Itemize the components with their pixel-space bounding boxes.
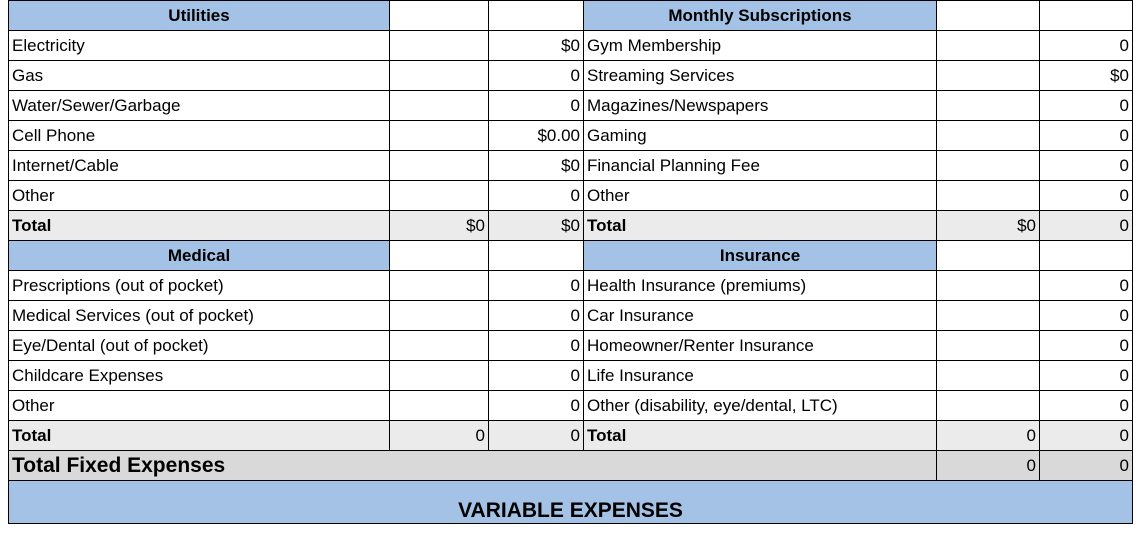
subscriptions-item-amount[interactable]: 0	[1040, 151, 1133, 181]
insurance-item-label[interactable]: Car Insurance	[584, 301, 937, 331]
utilities-item-label[interactable]: Water/Sewer/Garbage	[9, 91, 390, 121]
medical-item-budget[interactable]	[390, 331, 489, 361]
insurance-item-budget[interactable]	[937, 391, 1040, 421]
table-row	[9, 31, 1133, 61]
medical-item-label[interactable]: Medical Services (out of pocket)	[9, 301, 390, 331]
empty-cell[interactable]	[390, 1, 489, 31]
subscriptions-item-budget[interactable]	[937, 181, 1040, 211]
subscriptions-item-budget[interactable]	[937, 121, 1040, 151]
utilities-item-budget[interactable]	[390, 31, 489, 61]
insurance-item-label[interactable]: Other (disability, eye/dental, LTC)	[584, 391, 937, 421]
empty-cell[interactable]	[1040, 1, 1133, 31]
table-row	[9, 121, 1133, 151]
utilities-item-budget[interactable]	[390, 181, 489, 211]
subscriptions-item-amount[interactable]: 0	[1040, 121, 1133, 151]
insurance-item-label[interactable]: Health Insurance (premiums)	[584, 271, 937, 301]
table-row	[9, 61, 1133, 91]
table-row	[9, 271, 1133, 301]
subscriptions-total-amount[interactable]: 0	[1040, 211, 1133, 241]
subscriptions-item-budget[interactable]	[937, 91, 1040, 121]
empty-cell[interactable]	[489, 1, 584, 31]
section-header-row	[9, 241, 1133, 271]
medical-item-amount[interactable]: 0	[489, 391, 584, 421]
subscriptions-item-label[interactable]: Other	[584, 181, 937, 211]
utilities-total-label[interactable]: Total	[9, 211, 390, 241]
empty-cell[interactable]	[937, 241, 1040, 271]
insurance-item-budget[interactable]	[937, 331, 1040, 361]
medical-item-label[interactable]: Eye/Dental (out of pocket)	[9, 331, 390, 361]
medical-item-label[interactable]: Other	[9, 391, 390, 421]
utilities-item-label[interactable]: Cell Phone	[9, 121, 390, 151]
insurance-item-amount[interactable]: 0	[1040, 331, 1133, 361]
section-header-row	[9, 1, 1133, 31]
utilities-item-label[interactable]: Other	[9, 181, 390, 211]
medical-item-label[interactable]: Prescriptions (out of pocket)	[9, 271, 390, 301]
subscriptions-item-label[interactable]: Streaming Services	[584, 61, 937, 91]
subscriptions-item-budget[interactable]	[937, 151, 1040, 181]
medical-item-label[interactable]: Childcare Expenses	[9, 361, 390, 391]
total-row	[9, 421, 1133, 451]
total-fixed-expenses-budget[interactable]: 0	[937, 451, 1040, 481]
table-row	[9, 391, 1133, 421]
medical-total-amount[interactable]: 0	[489, 421, 584, 451]
medical-item-budget[interactable]	[390, 301, 489, 331]
utilities-total-amount[interactable]: $0	[489, 211, 584, 241]
total-fixed-expenses-amount[interactable]: 0	[1040, 451, 1133, 481]
subscriptions-total-label[interactable]: Total	[584, 211, 937, 241]
medical-item-budget[interactable]	[390, 391, 489, 421]
insurance-item-budget[interactable]	[937, 301, 1040, 331]
subscriptions-item-amount[interactable]: 0	[1040, 31, 1133, 61]
variable-expenses-header[interactable]: VARIABLE EXPENSES	[9, 481, 1133, 524]
insurance-total-amount[interactable]: 0	[1040, 421, 1133, 451]
medical-item-amount[interactable]: 0	[489, 301, 584, 331]
medical-item-budget[interactable]	[390, 271, 489, 301]
insurance-item-budget[interactable]	[937, 271, 1040, 301]
subscriptions-item-amount[interactable]: 0	[1040, 181, 1133, 211]
table-row	[9, 91, 1133, 121]
table-row	[9, 181, 1133, 211]
medical-header[interactable]: Medical	[9, 241, 390, 271]
utilities-item-amount[interactable]: $0.00	[489, 121, 584, 151]
insurance-item-label[interactable]: Homeowner/Renter Insurance	[584, 331, 937, 361]
utilities-total-budget[interactable]: $0	[390, 211, 489, 241]
subscriptions-item-amount[interactable]: 0	[1040, 91, 1133, 121]
medical-item-amount[interactable]: 0	[489, 331, 584, 361]
utilities-item-budget[interactable]	[390, 91, 489, 121]
utilities-item-label[interactable]: Internet/Cable	[9, 151, 390, 181]
subscriptions-item-label[interactable]: Gaming	[584, 121, 937, 151]
utilities-item-amount[interactable]: 0	[489, 61, 584, 91]
utilities-item-amount[interactable]: $0	[489, 151, 584, 181]
medical-item-amount[interactable]: 0	[489, 271, 584, 301]
empty-cell[interactable]	[390, 241, 489, 271]
table-row	[9, 301, 1133, 331]
utilities-item-amount[interactable]: 0	[489, 91, 584, 121]
insurance-item-budget[interactable]	[937, 361, 1040, 391]
total-fixed-expenses-label[interactable]: Total Fixed Expenses	[9, 451, 937, 481]
subscriptions-header[interactable]: Monthly Subscriptions	[584, 1, 937, 31]
table-row	[9, 331, 1133, 361]
subscriptions-item-budget[interactable]	[937, 31, 1040, 61]
total-fixed-expenses-row	[9, 451, 1133, 481]
variable-expenses-row	[9, 481, 1133, 524]
insurance-total-budget[interactable]: 0	[937, 421, 1040, 451]
table-row	[9, 151, 1133, 181]
subscriptions-item-label[interactable]: Gym Membership	[584, 31, 937, 61]
utilities-header[interactable]: Utilities	[9, 1, 390, 31]
utilities-item-label[interactable]: Gas	[9, 61, 390, 91]
insurance-total-label[interactable]: Total	[584, 421, 937, 451]
subscriptions-total-budget[interactable]: $0	[937, 211, 1040, 241]
empty-cell[interactable]	[937, 1, 1040, 31]
empty-cell[interactable]	[1040, 241, 1133, 271]
table-row	[9, 361, 1133, 391]
medical-total-budget[interactable]: 0	[390, 421, 489, 451]
insurance-item-amount[interactable]: 0	[1040, 271, 1133, 301]
insurance-item-amount[interactable]: 0	[1040, 391, 1133, 421]
total-row	[9, 211, 1133, 241]
subscriptions-item-budget[interactable]	[937, 61, 1040, 91]
empty-cell[interactable]	[489, 241, 584, 271]
subscriptions-item-amount[interactable]: $0	[1040, 61, 1133, 91]
utilities-item-amount[interactable]: 0	[489, 181, 584, 211]
insurance-item-amount[interactable]: 0	[1040, 301, 1133, 331]
insurance-item-label[interactable]: Life Insurance	[584, 361, 937, 391]
fixed-expenses-sheet	[8, 0, 1133, 524]
medical-item-amount[interactable]: 0	[489, 361, 584, 391]
subscriptions-item-label[interactable]: Financial Planning Fee	[584, 151, 937, 181]
insurance-header[interactable]: Insurance	[584, 241, 937, 271]
medical-total-label[interactable]: Total	[9, 421, 390, 451]
utilities-item-amount[interactable]: $0	[489, 31, 584, 61]
subscriptions-item-label[interactable]: Magazines/Newspapers	[584, 91, 937, 121]
utilities-item-budget[interactable]	[390, 151, 489, 181]
utilities-item-budget[interactable]	[390, 61, 489, 91]
medical-item-budget[interactable]	[390, 361, 489, 391]
insurance-item-amount[interactable]: 0	[1040, 361, 1133, 391]
utilities-item-label[interactable]: Electricity	[9, 31, 390, 61]
utilities-item-budget[interactable]	[390, 121, 489, 151]
